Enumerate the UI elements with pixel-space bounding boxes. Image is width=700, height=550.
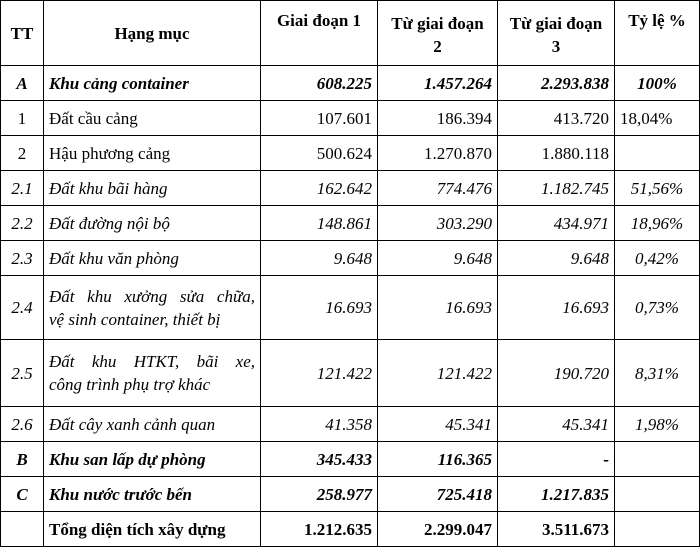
row-phase2: 45.341 [378, 407, 498, 442]
row-phase2: 116.365 [378, 442, 498, 477]
row-ratio [615, 477, 700, 512]
row-phase3: 1.182.745 [498, 171, 615, 206]
row-phase1: 500.624 [261, 136, 378, 171]
row-name [44, 340, 261, 407]
row-ratio: 51,56% [615, 171, 700, 206]
row-phase1: 345.433 [261, 442, 378, 477]
row-phase2: 9.648 [378, 241, 498, 276]
row-name: Đất đường nội bộ [44, 206, 261, 241]
row-phase3: 9.648 [498, 241, 615, 276]
header-ratio: Tỷ lệ % [615, 1, 700, 66]
row-name: Đất khu văn phòng [44, 241, 261, 276]
row-phase3: 3.511.673 [498, 512, 615, 547]
row-ratio: 0,42% [615, 241, 700, 276]
row-ratio: 0,73% [615, 276, 700, 340]
row-name: Khu nước trước bến [44, 477, 261, 512]
row-name-line1: Đất khu HTKT, bãi xe, [49, 352, 255, 371]
table-row [1, 66, 700, 101]
row-tt [1, 512, 44, 547]
table-row [1, 101, 700, 136]
header-phase3-line1: Từ giai đoạn [509, 14, 603, 33]
row-name [44, 276, 261, 340]
row-phase3: 413.720 [498, 101, 615, 136]
row-phase3: 1.217.835 [498, 477, 615, 512]
header-phase1: Giai đoạn 1 [261, 1, 378, 66]
row-name-line2: công trình phụ trợ khác [49, 375, 211, 394]
row-tt: 2.2 [1, 206, 44, 241]
row-phase1: 258.977 [261, 477, 378, 512]
table-row [1, 136, 700, 171]
row-tt: 2.1 [1, 171, 44, 206]
row-name: Đất khu bãi hàng [44, 171, 261, 206]
table-row [1, 276, 700, 340]
header-phase2-line2: 2 [433, 37, 442, 56]
row-phase1: 162.642 [261, 171, 378, 206]
row-tt: 2.6 [1, 407, 44, 442]
row-phase1: 121.422 [261, 340, 378, 407]
row-ratio [615, 136, 700, 171]
table-row [1, 407, 700, 442]
row-phase1: 9.648 [261, 241, 378, 276]
row-phase1: 41.358 [261, 407, 378, 442]
row-phase2: 725.418 [378, 477, 498, 512]
row-name: Hậu phương cảng [44, 136, 261, 171]
row-tt: 2.4 [1, 276, 44, 340]
row-phase3: 434.971 [498, 206, 615, 241]
row-phase2: 774.476 [378, 171, 498, 206]
row-name: Đất cây xanh cảnh quan [44, 407, 261, 442]
row-phase1: 107.601 [261, 101, 378, 136]
row-ratio [615, 442, 700, 477]
row-name-line2: vệ sinh container, thiết bị [49, 309, 221, 329]
row-name-line1: Đất khu xưởng sửa chữa, [49, 286, 255, 306]
row-phase2: 121.422 [378, 340, 498, 407]
row-phase3: - [498, 442, 615, 477]
row-tt: C [1, 477, 44, 512]
row-phase2: 1.270.870 [378, 136, 498, 171]
table-row [1, 442, 700, 477]
row-ratio: 18,04% [615, 101, 700, 136]
row-phase2: 16.693 [378, 276, 498, 340]
row-phase1: 16.693 [261, 276, 378, 340]
row-phase3: 1.880.118 [498, 136, 615, 171]
row-phase3: 45.341 [498, 407, 615, 442]
table-row [1, 171, 700, 206]
row-phase2: 2.299.047 [378, 512, 498, 547]
row-tt: 2 [1, 136, 44, 171]
row-tt: B [1, 442, 44, 477]
row-tt: 2.3 [1, 241, 44, 276]
row-tt: A [1, 66, 44, 101]
row-phase2: 303.290 [378, 206, 498, 241]
row-name: Khu cảng container [44, 66, 261, 101]
header-tt: TT [1, 1, 44, 66]
row-phase1: 1.212.635 [261, 512, 378, 547]
row-phase1: 608.225 [261, 66, 378, 101]
row-phase3: 2.293.838 [498, 66, 615, 101]
table-row [1, 477, 700, 512]
table-row [1, 241, 700, 276]
header-phase2 [378, 1, 498, 66]
row-phase3: 16.693 [498, 276, 615, 340]
header-item: Hạng mục [44, 1, 261, 66]
table-row [1, 340, 700, 407]
header-phase3-line2: 3 [551, 37, 561, 56]
row-phase2: 186.394 [378, 101, 498, 136]
row-tt: 1 [1, 101, 44, 136]
row-ratio [615, 512, 700, 547]
row-name: Đất cầu cảng [44, 101, 261, 136]
header-phase3 [498, 1, 615, 66]
row-name: Tổng diện tích xây dựng [44, 512, 261, 547]
table-total-row [1, 512, 700, 547]
row-name: Khu san lấp dự phòng [44, 442, 261, 477]
row-phase1: 148.861 [261, 206, 378, 241]
row-ratio: 1,98% [615, 407, 700, 442]
row-ratio: 8,31% [615, 340, 700, 407]
row-tt: 2.5 [1, 340, 44, 407]
row-ratio: 100% [615, 66, 700, 101]
table-row [1, 206, 700, 241]
row-phase2: 1.457.264 [378, 66, 498, 101]
table-header-row [1, 1, 700, 66]
header-phase2-line1: Từ giai đoạn [391, 14, 484, 33]
row-ratio: 18,96% [615, 206, 700, 241]
row-phase3: 190.720 [498, 340, 615, 407]
